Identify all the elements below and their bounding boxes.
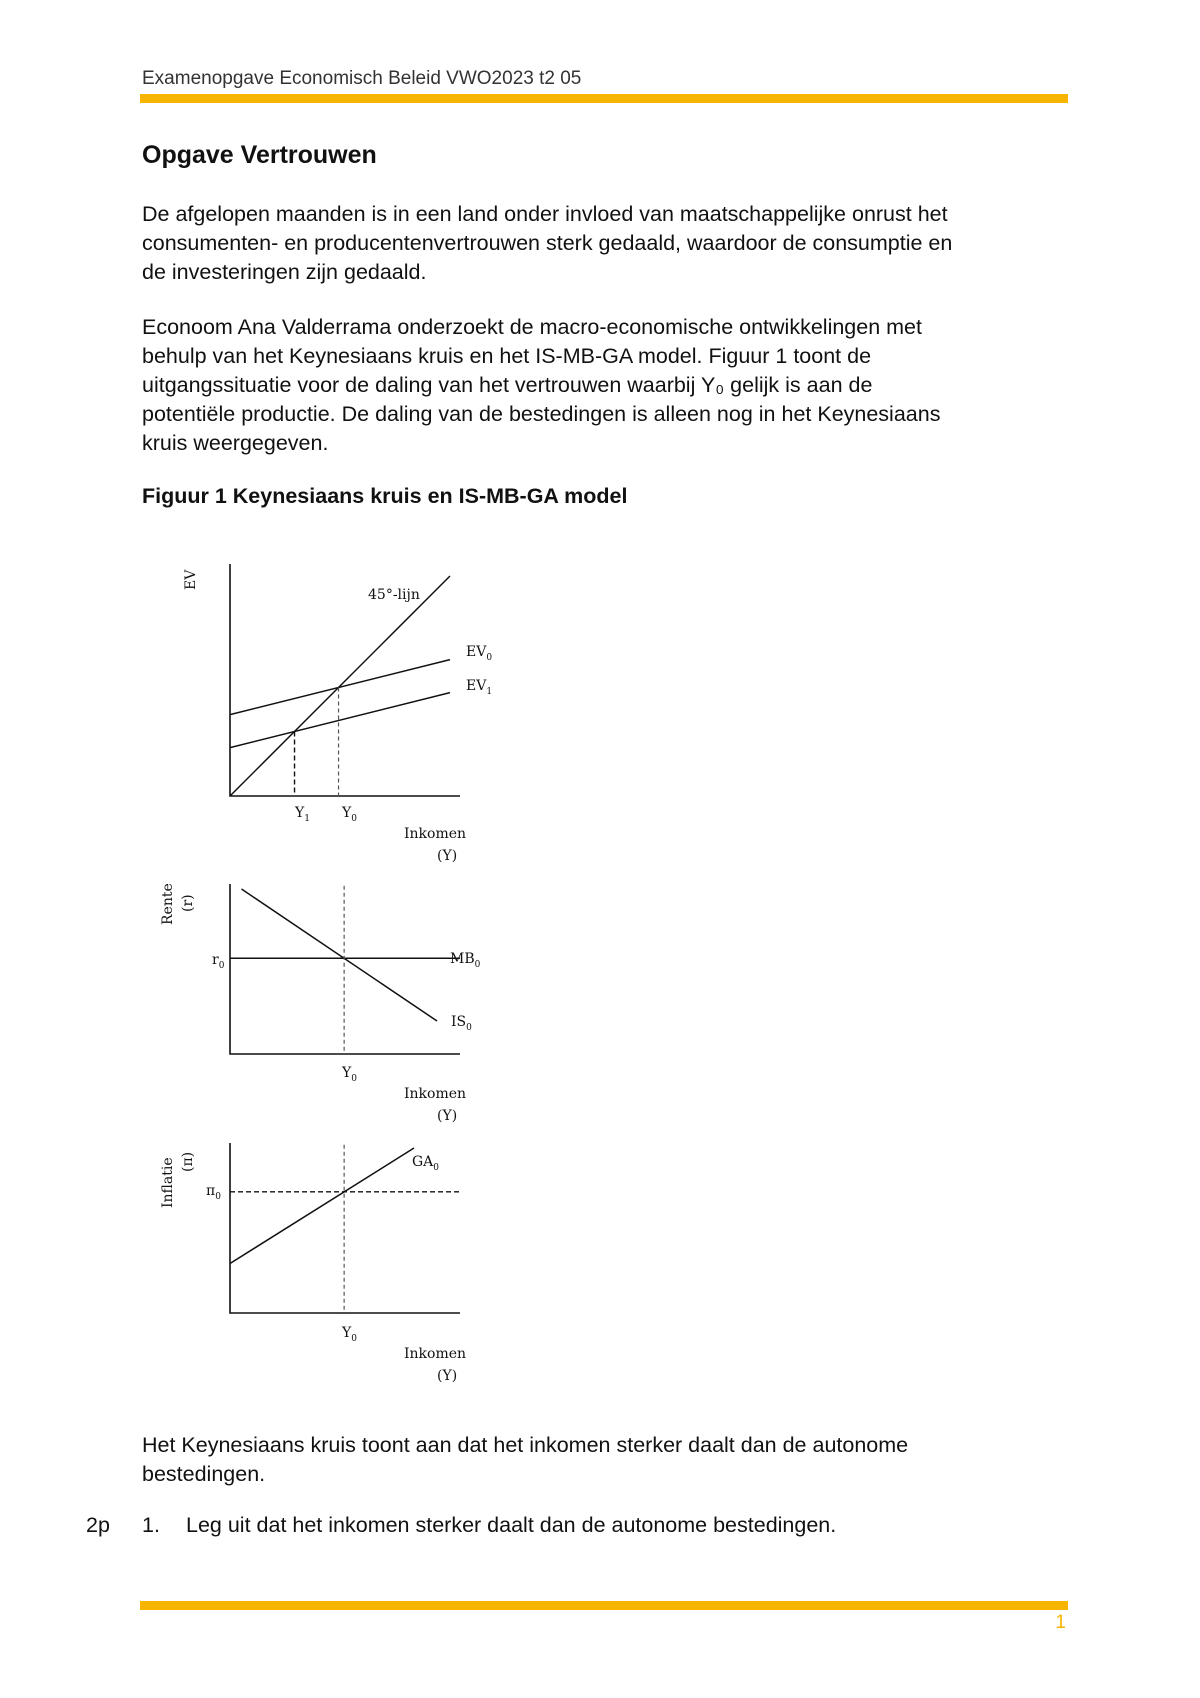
tick-y0 [341, 1065, 357, 1084]
question-points: 2p [86, 1513, 110, 1537]
y-axis-label-line2: (π) [180, 1151, 196, 1172]
label-main: EV [466, 678, 487, 694]
tick-y1 [294, 805, 310, 824]
label-subscript: 0 [466, 1023, 472, 1033]
line-ga0 [230, 1148, 414, 1264]
figure-title: Figuur 1 Keynesiaans kruis en IS-MB-GA model [142, 484, 628, 508]
line-ev0 [230, 660, 450, 715]
label-subscript: 0 [218, 961, 225, 971]
text-line: potentiële productie. De daling van de bestedingen is alleen nog in het Keynesiaans [142, 402, 941, 426]
conclusion-paragraph [142, 1431, 1072, 1489]
axes [230, 884, 460, 1054]
ga0-label [412, 1154, 439, 1173]
label-subscript: 1 [304, 814, 310, 824]
label-main: MB [450, 951, 475, 967]
mb0-label [450, 951, 481, 970]
label-main: EV [466, 644, 487, 660]
x-axis-label-line1: Inkomen [404, 1346, 467, 1362]
x-axis-label-line2: (Y) [437, 1108, 458, 1124]
x-axis-label-line1: Inkomen [404, 1086, 467, 1102]
question-text: Leg uit dat het inkomen sterker daalt dan de autonome bestedingen. [186, 1513, 837, 1537]
text-line: Het Keynesiaans kruis toont aan dat het inkomen sterker daalt dan de autonome [142, 1433, 909, 1457]
x-axis-label-line2: (Y) [437, 1368, 458, 1384]
footer-rule [140, 1601, 1068, 1610]
x-axis-label-line2: (Y) [437, 848, 458, 864]
ev1-label [466, 678, 492, 697]
line-45-label: 45°-lijn [368, 587, 420, 603]
assignment-title: Opgave Vertrouwen [142, 141, 377, 169]
text-line: behulp van het Keynesiaans kruis en het IS-MB-GA model. Figuur 1 toont de [142, 344, 872, 368]
label-main: r [212, 952, 219, 968]
y-axis-label: EV [183, 569, 199, 590]
text-line: Econoom Ana Valderrama onderzoekt de macro-economische ontwikkelingen met [142, 315, 922, 339]
label-subscript: 1 [486, 687, 493, 697]
label-main: Y [342, 1065, 352, 1081]
label-subscript: 0 [433, 1163, 440, 1173]
label-main: IS [451, 1014, 467, 1030]
x-axis-label-line1: Inkomen [404, 826, 467, 842]
text-line: uitgangssituatie voor de daling van het vertrouwen waarbij Y₀ gelijk is aan de [142, 373, 873, 397]
label-main: Y [295, 805, 305, 821]
label-subscript: 0 [215, 1192, 221, 1202]
ev0-label [466, 644, 492, 663]
line-is0 [242, 889, 438, 1021]
label-main: GA [412, 1154, 434, 1170]
text-line: de investeringen zijn gedaald. [142, 260, 427, 284]
label-subscript: 0 [474, 960, 481, 970]
y-axis-label-line1: Rente [160, 883, 176, 925]
line-45-degree [230, 576, 450, 796]
ga-chart [160, 1143, 466, 1384]
page-header: Examenopgave Economisch Beleid VWO2023 t2 05 [142, 68, 582, 89]
label-main: Y [342, 805, 352, 821]
y-axis-label-line2: (r) [180, 894, 196, 912]
label-subscript: 0 [486, 653, 493, 663]
question-number: 1. [142, 1513, 160, 1537]
label-subscript: 0 [351, 814, 357, 824]
text-line: consumenten- en producentenvertrouwen sterk gedaald, waardoor de consumptie en [142, 231, 953, 255]
is-mb-chart [160, 883, 481, 1124]
label-subscript: 0 [351, 1334, 357, 1344]
tick-r0 [212, 952, 225, 971]
label-subscript: 0 [351, 1074, 357, 1084]
label-main: π [206, 1183, 216, 1199]
text-line: bestedingen. [142, 1462, 266, 1486]
line-ev1 [230, 693, 450, 748]
keynesian-cross-chart [183, 564, 492, 864]
text-line: kruis weergegeven. [142, 431, 329, 455]
is0-label [451, 1014, 472, 1033]
tick-y0 [341, 1325, 357, 1344]
page-number: 1 [1055, 1612, 1066, 1633]
text-line: De afgelopen maanden is in een land onder invloed van maatschappelijke onrust het [142, 202, 948, 226]
tick-y0 [341, 805, 357, 824]
tick-pi0 [206, 1183, 221, 1202]
label-main: Y [342, 1325, 352, 1341]
y-axis-label-line1: Inflatie [160, 1157, 176, 1208]
